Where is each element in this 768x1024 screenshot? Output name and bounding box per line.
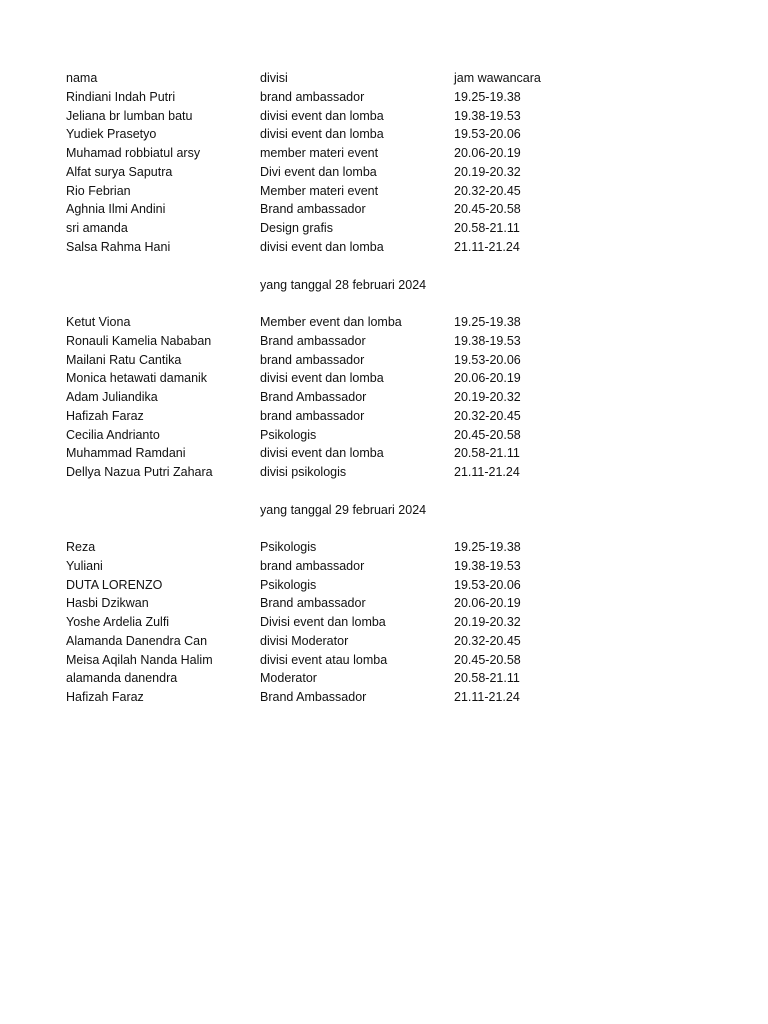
cell-jam: 21.11-21.24: [454, 690, 520, 704]
schedule-block-3: [0, 538, 768, 707]
table-row: [0, 613, 768, 632]
cell-nama: Alfat surya Saputra: [66, 164, 173, 179]
cell-divisi: divisi event atau lomba: [260, 652, 388, 667]
cell-divisi: Member materi event: [260, 183, 379, 198]
cell-divisi: divisi event dan lomba: [260, 127, 384, 142]
cell-nama: Rio Febrian: [66, 183, 131, 198]
cell-nama: Rindiani Indah Putri: [66, 89, 176, 104]
cell-nama: Meisa Aqilah Nanda Halim: [66, 652, 213, 667]
cell-divisi: Divi event dan lomba: [260, 164, 377, 179]
cell-jam: 19.53-20.06: [454, 577, 521, 592]
cell-divisi: Member event dan lomba: [260, 315, 402, 329]
cell-divisi: brand ambassador: [260, 408, 365, 423]
table-row: [0, 200, 768, 219]
cell-nama: Salsa Rahma Hani: [66, 239, 171, 254]
cell-jam: 19.38-19.53: [454, 108, 521, 123]
table-row: [0, 88, 768, 107]
cell-divisi: Design grafis: [260, 221, 333, 235]
cell-jam: 19.38-19.53: [454, 333, 521, 348]
cell-divisi: Psikologis: [260, 540, 317, 554]
cell-jam: 20.32-20.45: [454, 633, 521, 648]
cell-divisi: Brand Ambassador: [260, 690, 367, 704]
table-row: [0, 632, 768, 651]
cell-divisi: Brand Ambassador: [260, 390, 367, 404]
cell-nama: alamanda danendra: [66, 671, 178, 686]
cell-nama: Monica hetawati damanik: [66, 371, 208, 386]
section-title-28-februari: yang tanggal 28 februari 2024: [260, 278, 427, 292]
cell-divisi: Moderator: [260, 671, 317, 686]
table-row: [0, 688, 768, 707]
cell-jam: 20.19-20.32: [454, 390, 521, 404]
cell-jam: 20.32-20.45: [454, 183, 521, 198]
table-row: [0, 407, 768, 426]
header-nama: nama: [66, 71, 98, 85]
cell-jam: 19.38-19.53: [454, 558, 521, 573]
cell-nama: Reza: [66, 540, 96, 554]
table-row: [0, 576, 768, 595]
table-row: [0, 332, 768, 351]
cell-nama: Hafizah Faraz: [66, 408, 144, 423]
cell-jam: 20.06-20.19: [454, 146, 521, 160]
cell-nama: Cecilia Andrianto: [66, 427, 160, 442]
table-row: [0, 594, 768, 613]
cell-nama: Ronauli Kamelia Nababan: [66, 333, 212, 348]
cell-divisi: divisi event dan lomba: [260, 239, 384, 254]
cell-jam: 20.32-20.45: [454, 408, 521, 423]
cell-divisi: divisi event dan lomba: [260, 371, 384, 386]
schedule-block-2: [0, 313, 768, 482]
cell-jam: 20.19-20.32: [454, 164, 521, 179]
header-jam: jam wawancara: [454, 71, 541, 85]
cell-jam: 19.53-20.06: [454, 352, 521, 367]
table-header: [0, 69, 768, 88]
section-title-29-februari: yang tanggal 29 februari 2024: [260, 503, 427, 517]
cell-nama: DUTA LORENZO: [66, 577, 163, 592]
table-row: [0, 107, 768, 126]
cell-nama: sri amanda: [66, 221, 128, 235]
cell-nama: Adam Juliandika: [66, 390, 158, 404]
cell-jam: 20.45-20.58: [454, 652, 521, 667]
cell-divisi: brand ambassador: [260, 352, 365, 367]
cell-divisi: Brand ambassador: [260, 596, 366, 611]
cell-nama: Mailani Ratu Cantika: [66, 352, 182, 367]
cell-divisi: divisi event dan lomba: [260, 108, 384, 123]
cell-divisi: Psikologis: [260, 427, 317, 442]
cell-jam: 19.25-19.38: [454, 89, 521, 104]
cell-divisi: Brand ambassador: [260, 202, 366, 217]
cell-nama: Yoshe Ardelia Zulfi: [66, 615, 170, 629]
table-row: [0, 125, 768, 144]
cell-nama: Aghnia Ilmi Andini: [66, 202, 166, 217]
cell-nama: Alamanda Danendra Can: [66, 633, 208, 648]
table-row: [0, 426, 768, 445]
schedule-block-1: [0, 69, 768, 257]
table-row: [0, 182, 768, 201]
table-row: [0, 144, 768, 163]
cell-nama: Yudiek Prasetyo: [66, 127, 157, 142]
cell-jam: 20.06-20.19: [454, 596, 521, 611]
cell-divisi: divisi psikologis: [260, 465, 347, 479]
cell-divisi: brand ambassador: [260, 89, 365, 104]
cell-divisi: Brand ambassador: [260, 333, 366, 348]
cell-nama: Ketut Viona: [66, 315, 131, 329]
table-row: [0, 313, 768, 332]
cell-jam: 21.11-21.24: [454, 239, 520, 254]
cell-nama: Yuliani: [66, 558, 103, 573]
table-row: [0, 388, 768, 407]
table-row: [0, 651, 768, 670]
header-divisi: divisi: [260, 71, 288, 85]
table-row: [0, 238, 768, 257]
table-row: [0, 669, 768, 688]
cell-divisi: member materi event: [260, 146, 379, 160]
cell-divisi: divisi event dan lomba: [260, 446, 384, 461]
cell-nama: Muhamad robbiatul arsy: [66, 146, 201, 160]
cell-jam: 20.06-20.19: [454, 371, 521, 386]
cell-jam: 20.19-20.32: [454, 615, 521, 629]
cell-jam: 20.58-21.11: [454, 446, 520, 461]
table-row: [0, 444, 768, 463]
table-row: [0, 557, 768, 576]
cell-nama: Hasbi Dzikwan: [66, 596, 149, 611]
cell-jam: 19.25-19.38: [454, 315, 521, 329]
cell-jam: 19.25-19.38: [454, 540, 521, 554]
cell-jam: 20.58-21.11: [454, 671, 520, 686]
cell-jam: 20.58-21.11: [454, 221, 520, 235]
cell-nama: Dellya Nazua Putri Zahara: [66, 465, 213, 479]
table-row: [0, 219, 768, 238]
table-row: [0, 463, 768, 482]
cell-jam: 21.11-21.24: [454, 465, 520, 479]
cell-divisi: Psikologis: [260, 577, 317, 592]
cell-jam: 20.45-20.58: [454, 427, 521, 442]
table-row: [0, 351, 768, 370]
table-row: [0, 538, 768, 557]
cell-divisi: Divisi event dan lomba: [260, 615, 386, 629]
cell-nama: Jeliana br lumban batu: [66, 108, 193, 123]
cell-nama: Hafizah Faraz: [66, 690, 144, 704]
cell-jam: 19.53-20.06: [454, 127, 521, 142]
cell-divisi: brand ambassador: [260, 558, 365, 573]
table-row: [0, 163, 768, 182]
cell-divisi: divisi Moderator: [260, 633, 349, 648]
table-row: [0, 369, 768, 388]
cell-nama: Muhammad Ramdani: [66, 446, 186, 461]
cell-jam: 20.45-20.58: [454, 202, 521, 217]
